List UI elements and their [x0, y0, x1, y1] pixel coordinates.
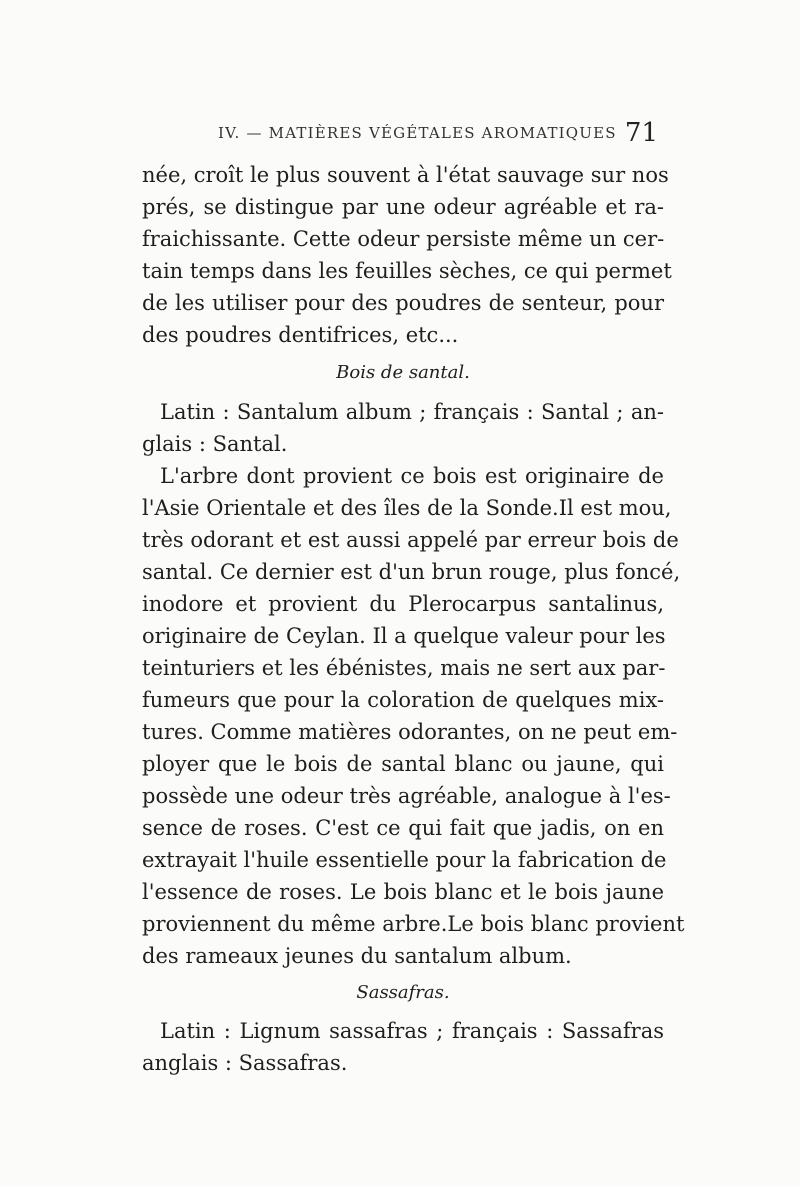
- text-line: née, croît le plus souvent à l'état sauvage sur nos: [142, 163, 669, 187]
- text-line: des rameaux jeunes du santalum album.: [142, 944, 572, 968]
- text-line: originaire de Ceylan. Il a quelque valeur pour les: [142, 624, 666, 648]
- text-line: l'essence de roses. Le bois blanc et le bois jaune: [142, 880, 664, 904]
- page-header: [218, 118, 658, 150]
- text-line: prés, se distingue par une odeur agréable et ra-: [142, 195, 664, 219]
- text-line: santal. Ce dernier est d'un brun rouge, plus foncé,: [142, 560, 681, 584]
- text-line: de les utiliser pour des poudres de senteur, pour: [142, 291, 664, 315]
- running-title: IV. — MATIÈRES VÉGÉTALES AROMATIQUES: [218, 124, 617, 142]
- text-line: L'arbre dont provient ce bois est originaire de: [160, 464, 664, 488]
- text-line: possède une odeur très agréable, analogue à l'es-: [142, 784, 671, 808]
- names-line: Latin : Santalum album ; français : Santal ; an-: [160, 400, 664, 424]
- text-line: ployer que le bois de santal blanc ou jaune, qui: [142, 752, 664, 776]
- names-line: anglais : Sassafras.: [142, 1051, 348, 1075]
- names-line: Latin : Lignum sassafras ; français : Sassafras: [160, 1019, 664, 1043]
- text-line: tures. Comme matières odorantes, on ne peut em-: [142, 720, 678, 744]
- text-line: des poudres dentifrices, etc...: [142, 323, 459, 347]
- text-line: extrayait l'huile essentielle pour la fabrication de: [142, 848, 667, 872]
- section-heading-bois-de-santal: Bois de santal.: [336, 362, 470, 383]
- section-heading-sassafras: Sassafras.: [356, 982, 450, 1003]
- text-line: teinturiers et les ébénistes, mais ne sert aux par-: [142, 656, 666, 680]
- text-line: l'Asie Orientale et des îles de la Sonde.Il est mou,: [142, 496, 672, 520]
- text-line: sence de roses. C'est ce qui fait que jadis, on en: [142, 816, 664, 840]
- names-line: glais : Santal.: [142, 432, 288, 456]
- text-line: fumeurs que pour la coloration de quelques mix-: [142, 688, 664, 712]
- text-line: inodore et provient du Plerocarpus santalinus,: [142, 592, 664, 616]
- text-line: proviennent du même arbre.Le bois blanc provient: [142, 912, 685, 936]
- text-line: tain temps dans les feuilles sèches, ce qui permet: [142, 259, 672, 283]
- text-line: fraichissante. Cette odeur persiste même un cer-: [142, 227, 665, 251]
- page-number: 71: [624, 118, 658, 148]
- text-line: très odorant et est aussi appelé par erreur bois de: [142, 528, 679, 552]
